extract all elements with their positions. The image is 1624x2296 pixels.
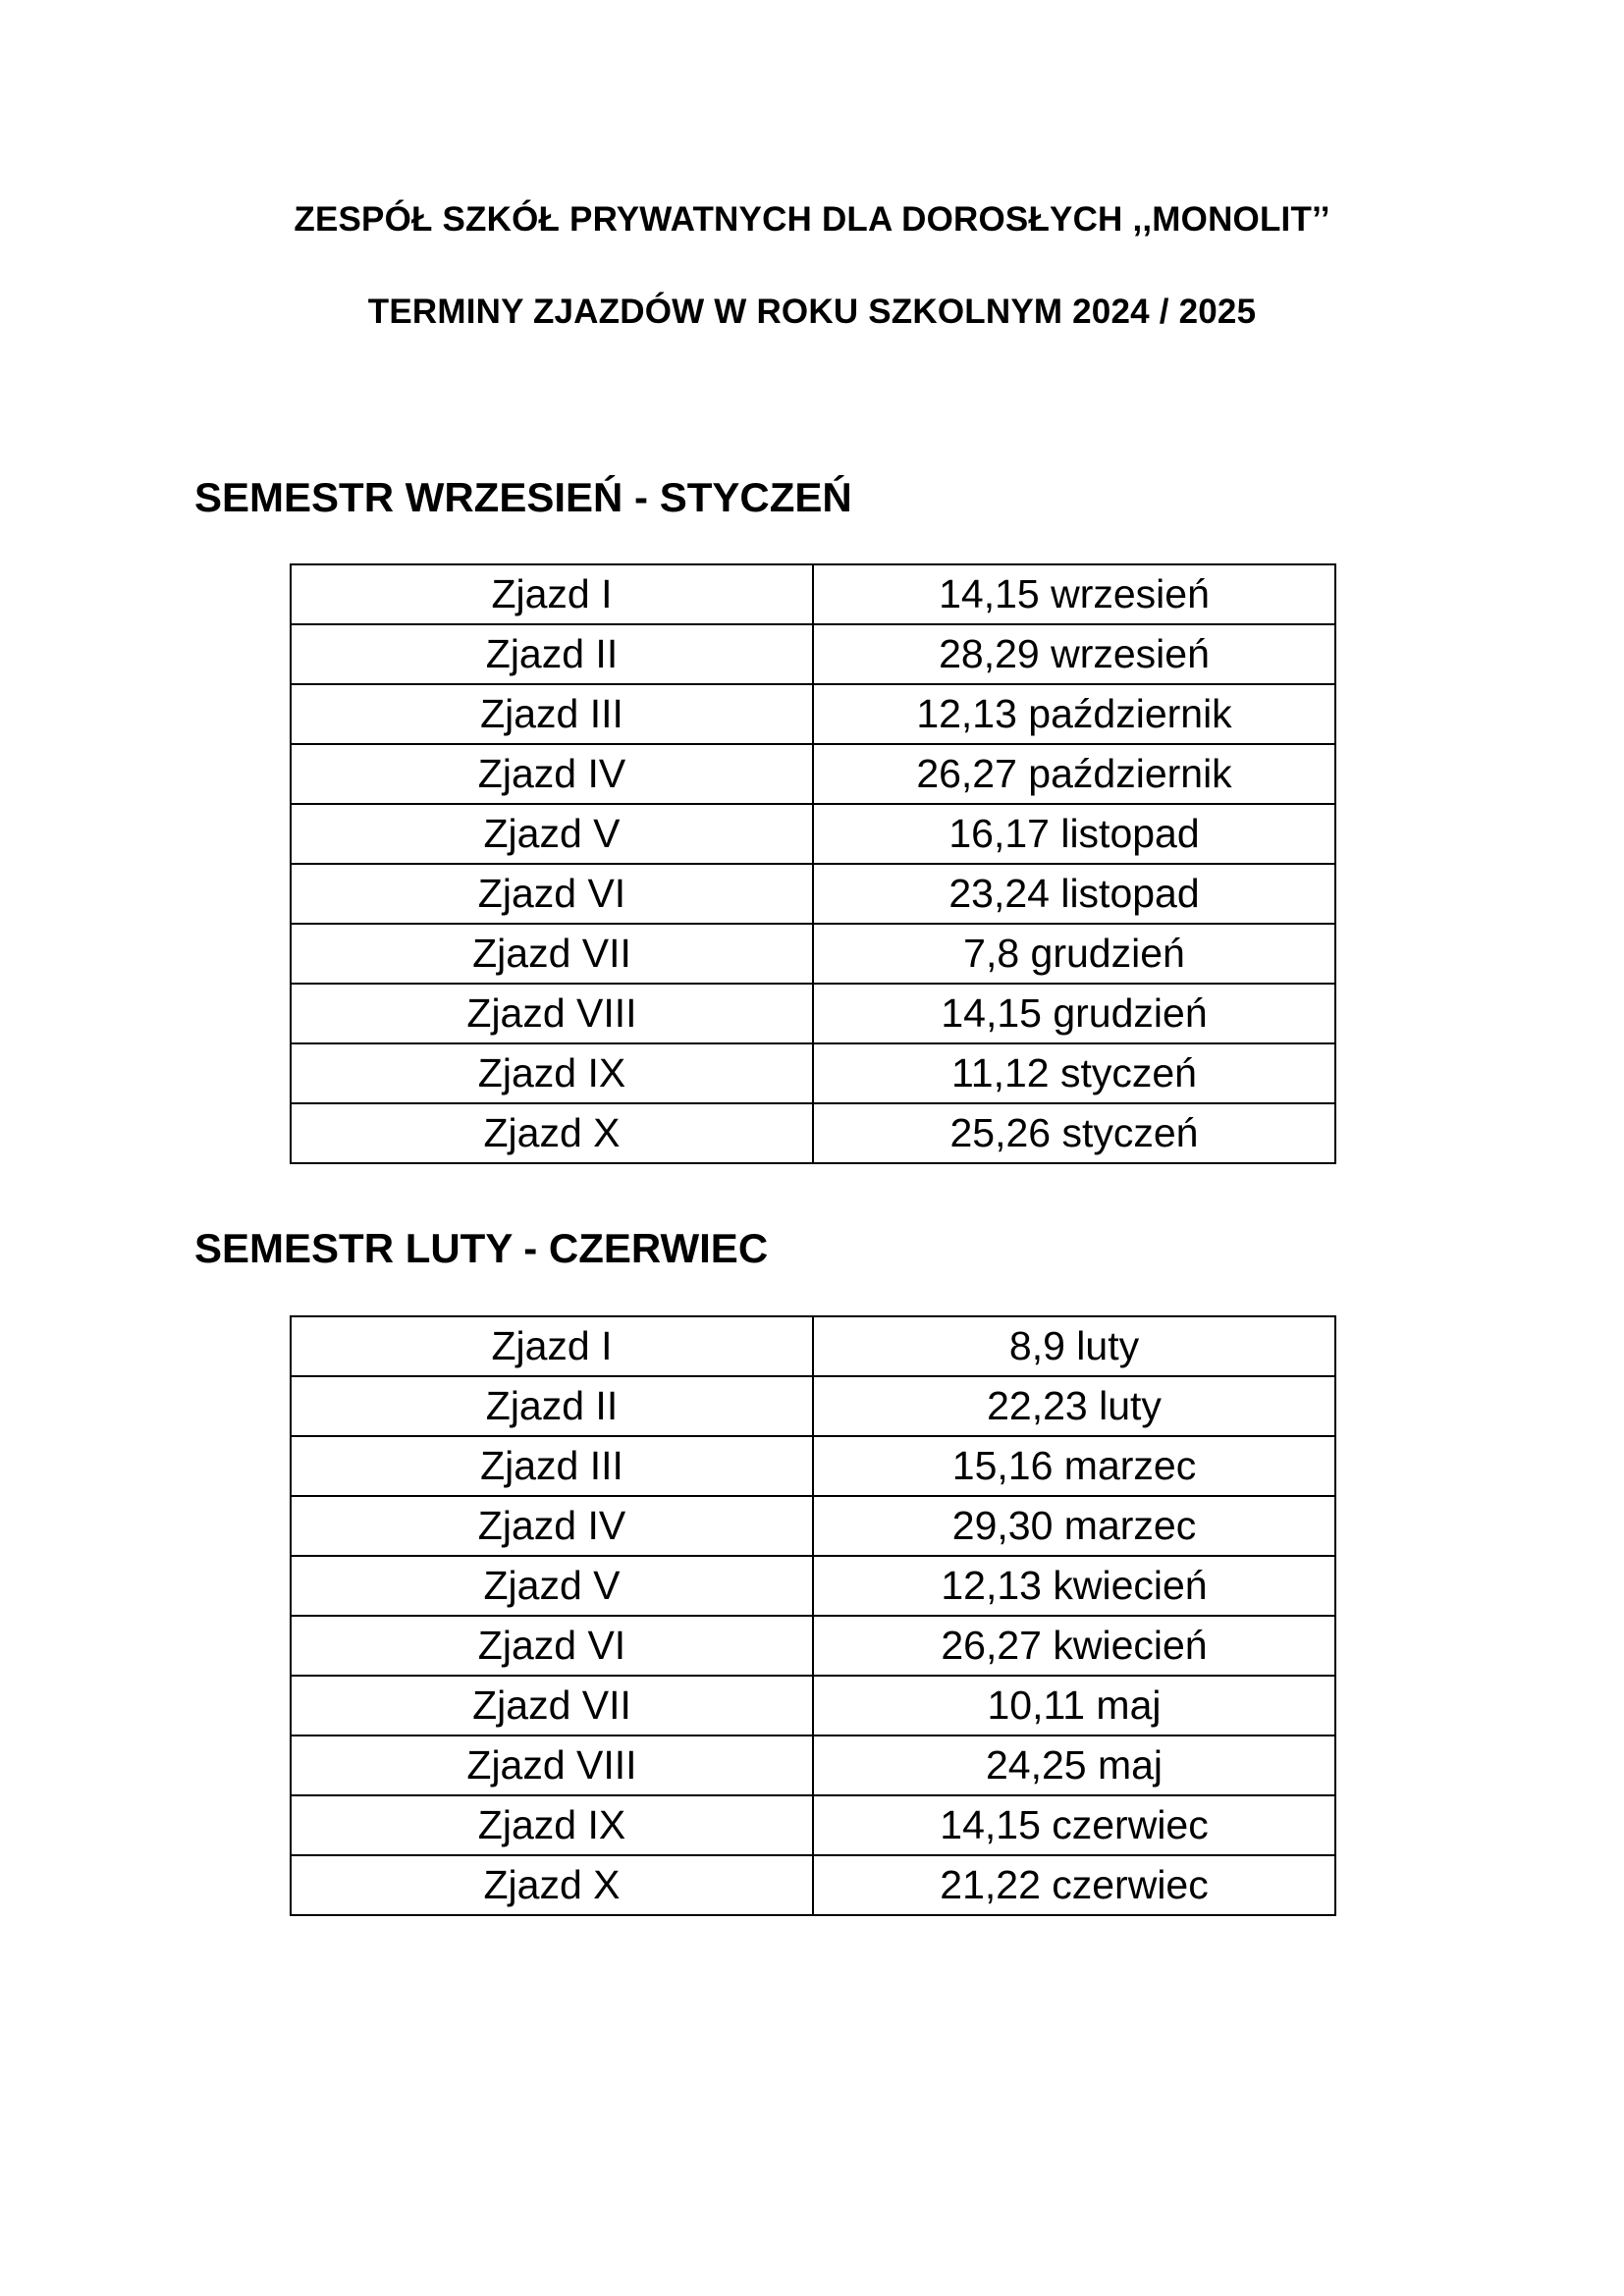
table-row [291,1043,1335,1103]
table-row [291,1556,1335,1616]
session-date-cell: 12,13 październik [813,684,1335,744]
table-row [291,1496,1335,1556]
session-name-cell: Zjazd II [291,624,813,684]
session-name-cell: Zjazd VI [291,1616,813,1676]
session-name-cell: Zjazd X [291,1103,813,1163]
session-name-cell: Zjazd VIII [291,984,813,1043]
document-subtitle: TERMINY ZJAZDÓW W ROKU SZKOLNYM 2024 / 2025 [367,293,1257,331]
session-date-cell: 12,13 kwiecień [813,1556,1335,1616]
session-date-cell: 22,23 luty [813,1376,1335,1436]
session-date-cell: 26,27 październik [813,744,1335,804]
table-row [291,624,1335,684]
session-date-cell: 26,27 kwiecień [813,1616,1335,1676]
session-date-cell: 28,29 wrzesień [813,624,1335,684]
schedule-table-spring [290,1315,1336,1916]
schedule-table-autumn [290,563,1336,1164]
session-date-cell: 8,9 luty [813,1316,1335,1376]
session-name-cell: Zjazd VIII [291,1735,813,1795]
table-row [291,684,1335,744]
session-name-cell: Zjazd V [291,804,813,864]
document-title: ZESPÓŁ SZKÓŁ PRYWATNYCH DLA DOROSŁYCH ,,MONOLIT’’ [294,200,1330,239]
session-name-cell: Zjazd V [291,1556,813,1616]
session-date-cell: 14,15 grudzień [813,984,1335,1043]
session-name-cell: Zjazd II [291,1376,813,1436]
table-row [291,1855,1335,1915]
session-date-cell: 24,25 maj [813,1735,1335,1795]
table-row [291,744,1335,804]
table-row [291,1616,1335,1676]
session-name-cell: Zjazd I [291,1316,813,1376]
table-row [291,1735,1335,1795]
session-name-cell: Zjazd IV [291,744,813,804]
session-name-cell: Zjazd I [291,564,813,624]
table-row [291,1795,1335,1855]
table-row [291,1436,1335,1496]
session-name-cell: Zjazd III [291,1436,813,1496]
session-date-cell: 7,8 grudzień [813,924,1335,984]
session-name-cell: Zjazd VII [291,1676,813,1735]
table-row [291,1676,1335,1735]
session-date-cell: 16,17 listopad [813,804,1335,864]
table-row [291,924,1335,984]
semester-heading-spring: SEMESTR LUTY - CZERWIEC [194,1225,769,1271]
table-row [291,1316,1335,1376]
session-date-cell: 29,30 marzec [813,1496,1335,1556]
table-row [291,1103,1335,1163]
session-name-cell: Zjazd VII [291,924,813,984]
table-row [291,564,1335,624]
session-date-cell: 23,24 listopad [813,864,1335,924]
session-date-cell: 11,12 styczeń [813,1043,1335,1103]
table-row [291,984,1335,1043]
session-name-cell: Zjazd IV [291,1496,813,1556]
session-date-cell: 14,15 czerwiec [813,1795,1335,1855]
table-row [291,804,1335,864]
session-date-cell: 21,22 czerwiec [813,1855,1335,1915]
semester-heading-autumn: SEMESTR WRZESIEŃ - STYCZEŃ [194,474,852,520]
table-row [291,1376,1335,1436]
session-name-cell: Zjazd IX [291,1795,813,1855]
session-name-cell: Zjazd VI [291,864,813,924]
session-date-cell: 25,26 styczeń [813,1103,1335,1163]
session-date-cell: 14,15 wrzesień [813,564,1335,624]
session-name-cell: Zjazd IX [291,1043,813,1103]
session-date-cell: 15,16 marzec [813,1436,1335,1496]
session-date-cell: 10,11 maj [813,1676,1335,1735]
session-name-cell: Zjazd X [291,1855,813,1915]
table-row [291,864,1335,924]
session-name-cell: Zjazd III [291,684,813,744]
